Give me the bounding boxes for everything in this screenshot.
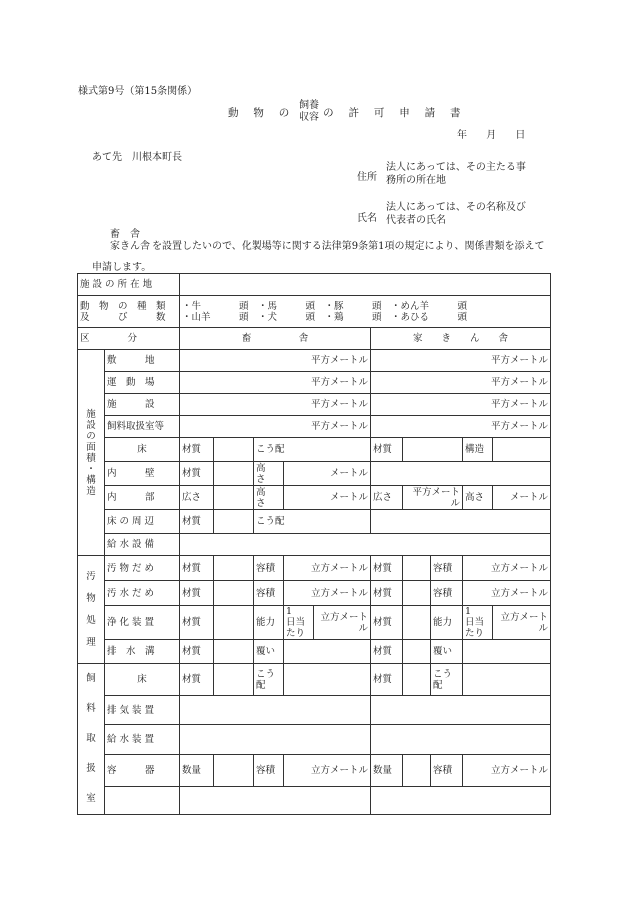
youki-volume-label: 容積 (254, 754, 284, 786)
species-label (78, 296, 180, 328)
osui-material-value[interactable] (214, 581, 254, 606)
species-label-2: 及 び 数 (80, 311, 166, 323)
youki-kakin-qty-label: 数量 (371, 754, 403, 786)
section-feed-room-label (78, 664, 105, 815)
shuhen-slope[interactable]: こう配 (254, 510, 371, 534)
facility-type-bottom: 家きん舎 (110, 241, 150, 252)
application-table (77, 273, 551, 815)
yuka-structure-label: 構造 (463, 438, 493, 462)
sec2-char: 汚 (86, 570, 96, 582)
joka-kakin-material-value[interactable] (403, 606, 431, 640)
osui-kakin-material-value[interactable] (403, 581, 431, 606)
haisui-kakin-material-value[interactable] (403, 640, 431, 664)
sec1-char: 設 (86, 419, 96, 431)
chiku-header: 畜 舎 (180, 328, 371, 350)
joka-capacity-unit[interactable]: 立方メートル (314, 606, 371, 640)
obutsu-volume-unit[interactable]: 立方メートル (284, 556, 371, 581)
osui-volume-label: 容積 (254, 581, 284, 606)
shiryo-label: 飼料取扱室等 (105, 416, 180, 438)
feed-extra-chiku[interactable] (180, 786, 371, 814)
obutsu-volume-label: 容積 (254, 556, 284, 581)
obutsu-kakin-volume-unit[interactable]: 立方メートル (463, 556, 551, 581)
naibu-kakin-area-label: 広さ (371, 486, 403, 510)
obutsu-kakin-material-value[interactable] (403, 556, 431, 581)
youki-kakin-volume-label: 容積 (431, 754, 463, 786)
shikichi-chiku[interactable]: 平方メートル (180, 350, 371, 372)
title-stack (299, 100, 319, 124)
haisui-cover-label: 覆い (254, 640, 284, 664)
sec3-char: 飼 (86, 673, 96, 684)
species-values[interactable] (180, 296, 551, 328)
title-bottom: 収容 (299, 112, 320, 123)
feed-extra-label (105, 786, 180, 814)
date-month: 月 (486, 130, 497, 141)
naibu-area-value[interactable] (214, 486, 254, 510)
feed-extra-kakin[interactable] (371, 786, 551, 814)
location-value[interactable] (180, 274, 551, 296)
species-row-1: ・牛 頭 ・馬 頭 ・豚 頭 ・めん羊 頭 (182, 300, 468, 312)
shisetsu-label: 施 設 (105, 394, 180, 416)
naibu-area-label: 広さ (180, 486, 214, 510)
feed-yuka-label: 床 (105, 664, 180, 696)
kyusui-setsubi-label: 給 水 設 備 (105, 534, 180, 556)
haisui-cover-value[interactable] (284, 640, 371, 664)
obutsu-material-label: 材質 (180, 556, 214, 581)
feed-material-value[interactable] (214, 664, 254, 696)
sec1-char: 施 (86, 408, 96, 420)
osui-kakin-volume-label: 容積 (431, 581, 463, 606)
yuka-kakin-material-label: 材質 (371, 438, 403, 462)
joka-per-day: 1 日当たり (284, 606, 314, 640)
sec1-char: 構 (86, 474, 96, 486)
sec3-char: 取 (86, 733, 96, 744)
naibu-height-label: 高 さ (254, 486, 284, 510)
body-text-2: 申請します。 (92, 262, 152, 273)
shisetsu-chiku[interactable]: 平方メートル (180, 394, 371, 416)
kyusui-souchi-chiku[interactable] (180, 725, 371, 754)
name-label: 氏名 (357, 213, 377, 224)
obutsu-label: 汚 物 だ め (105, 556, 180, 581)
obutsu-kakin-volume-label: 容積 (431, 556, 463, 581)
haisui-kakin-cover-label: 覆い (431, 640, 463, 664)
undojo-label: 運 動 場 (105, 372, 180, 394)
location-label: 施 設 の 所 在 地 (78, 274, 180, 296)
title-top: 飼養 (299, 100, 320, 111)
naiheki-kakin[interactable] (371, 462, 551, 486)
kyusui-souchi-label: 給 水 装 置 (105, 725, 180, 754)
sec1-char: 面 (86, 441, 96, 453)
yuka-label: 床 (105, 438, 180, 462)
sec1-char: ・ (86, 463, 96, 475)
haisui-label: 排 水 溝 (105, 640, 180, 664)
page-title (228, 100, 466, 124)
haiki-label: 排 気 装 置 (105, 696, 180, 725)
sec1-char: 造 (86, 485, 96, 497)
address-label: 住所 (357, 172, 377, 183)
naibu-kakin-height-unit[interactable]: メートル (493, 486, 551, 510)
yuka-shuhen-label: 床 の 周 辺 (105, 510, 180, 534)
shuhen-material-value[interactable] (214, 510, 254, 534)
joka-kakin-per-day: 1 日当たり (463, 606, 493, 640)
osui-label: 汚 水 だ め (105, 581, 180, 606)
youki-qty-value[interactable] (214, 754, 254, 786)
feed-kakin-slope-label: こう配 (431, 664, 463, 696)
naiheki-label: 内 壁 (105, 462, 180, 486)
haiki-kakin[interactable] (371, 696, 551, 725)
naiheki-material-value[interactable] (214, 462, 254, 486)
date-line (457, 126, 541, 141)
osui-material-label: 材質 (180, 581, 214, 606)
addressee: あて先 川根本町長 (92, 152, 182, 163)
naiheki-material-label: 材質 (180, 462, 214, 486)
shuhen-material-label: 材質 (180, 510, 214, 534)
name-note: 法人にあっては、その名称及び代表者の氏名 (386, 202, 526, 226)
address-note: 法人にあっては、その主たる事務所の所在地 (386, 162, 526, 186)
facility-type-top: 畜 舎 (110, 229, 140, 240)
yuka-slope[interactable]: こう配 (254, 438, 371, 462)
osui-kakin-material-label: 材質 (371, 581, 403, 606)
naibu-height-unit[interactable]: メートル (284, 486, 371, 510)
yuka-structure-value[interactable] (493, 438, 551, 462)
joka-capacity-label: 能力 (254, 606, 284, 640)
obutsu-material-value[interactable] (214, 556, 254, 581)
feed-slope-value[interactable] (284, 664, 371, 696)
youki-volume-unit[interactable]: 立方メートル (284, 754, 371, 786)
section-waste-label (78, 556, 105, 664)
shisetsu-kakin[interactable]: 平方メートル (371, 394, 551, 416)
section-facility-label (78, 350, 105, 556)
yuka-material-label: 材質 (180, 438, 214, 462)
shikichi-label: 敷 地 (105, 350, 180, 372)
kubun-label: 区 分 (78, 328, 180, 350)
sec3-char: 扱 (86, 763, 96, 774)
kyusui-souchi-kakin[interactable] (371, 725, 551, 754)
feed-kakin-material-value[interactable] (403, 664, 431, 696)
naiheki-height-label: 高 さ (254, 462, 284, 486)
youki-kakin-volume-unit[interactable]: 立方メートル (463, 754, 551, 786)
species-label-1: 動 物 の 種 類 (80, 300, 166, 312)
osui-volume-unit[interactable]: 立方メートル (284, 581, 371, 606)
shiryo-chiku[interactable]: 平方メートル (180, 416, 371, 438)
obutsu-kakin-material-label: 材質 (371, 556, 403, 581)
sec2-char: 処 (86, 614, 96, 626)
kakin-header: 家 き ん 舎 (371, 328, 551, 350)
sec1-char: 積 (86, 452, 96, 464)
sec1-char: の (86, 430, 96, 442)
title-part-b: の 許 可 申 請 書 (323, 106, 467, 119)
sec3-char: 料 (86, 703, 96, 714)
youki-qty-label: 数量 (180, 754, 214, 786)
youki-kakin-qty-value[interactable] (403, 754, 431, 786)
joka-kakin-material-label: 材質 (371, 606, 403, 640)
body-text: を設置したいので、化製場等に関する法律第9条第1項の規定により、関係書類を添えて (152, 241, 545, 252)
shuhen-kakin[interactable] (371, 510, 551, 534)
undojo-chiku[interactable]: 平方メートル (180, 372, 371, 394)
naiheki-height-unit[interactable]: メートル (284, 462, 371, 486)
date-day: 日 (515, 130, 526, 141)
joka-material-label: 材質 (180, 606, 214, 640)
joka-kakin-capacity-label: 能力 (431, 606, 463, 640)
osui-kakin-volume-unit[interactable]: 立方メートル (463, 581, 551, 606)
yuka-kakin-material-value[interactable] (403, 438, 463, 462)
haisui-kakin-cover-value[interactable] (463, 640, 551, 664)
joka-label: 浄 化 装 置 (105, 606, 180, 640)
feed-material-label: 材質 (180, 664, 214, 696)
shikichi-kakin[interactable]: 平方メートル (371, 350, 551, 372)
form-number: 様式第9号（第15条関係） (78, 86, 198, 97)
kyusui-setsubi-value[interactable] (180, 534, 551, 556)
feed-kakin-material-label: 材質 (371, 664, 403, 696)
naibu-label: 内 部 (105, 486, 180, 510)
haisui-material-value[interactable] (214, 640, 254, 664)
feed-slope-label: こう配 (254, 664, 284, 696)
date-year: 年 (457, 130, 467, 141)
sec2-char: 物 (86, 592, 96, 604)
haiki-chiku[interactable] (180, 696, 371, 725)
youki-label: 容 器 (105, 754, 180, 786)
joka-kakin-capacity-unit[interactable]: 立方メートル (493, 606, 551, 640)
shiryo-kakin[interactable]: 平方メートル (371, 416, 551, 438)
naibu-kakin-area-unit[interactable]: 平方メートル (403, 486, 463, 510)
sec2-char: 理 (86, 636, 96, 648)
sec3-char: 室 (86, 793, 96, 804)
haisui-kakin-material-label: 材質 (371, 640, 403, 664)
title-part-a: 動 物 の (228, 106, 296, 119)
joka-material-value[interactable] (214, 606, 254, 640)
undojo-kakin[interactable]: 平方メートル (371, 372, 551, 394)
haisui-material-label: 材質 (180, 640, 214, 664)
naibu-kakin-height-label: 高さ (463, 486, 493, 510)
facility-type-stack (110, 229, 150, 253)
feed-kakin-slope-value[interactable] (463, 664, 551, 696)
yuka-material-value[interactable] (214, 438, 254, 462)
species-row-2: ・山羊 頭 ・犬 頭 ・鶏 頭 ・あひる 頭 (182, 311, 468, 323)
